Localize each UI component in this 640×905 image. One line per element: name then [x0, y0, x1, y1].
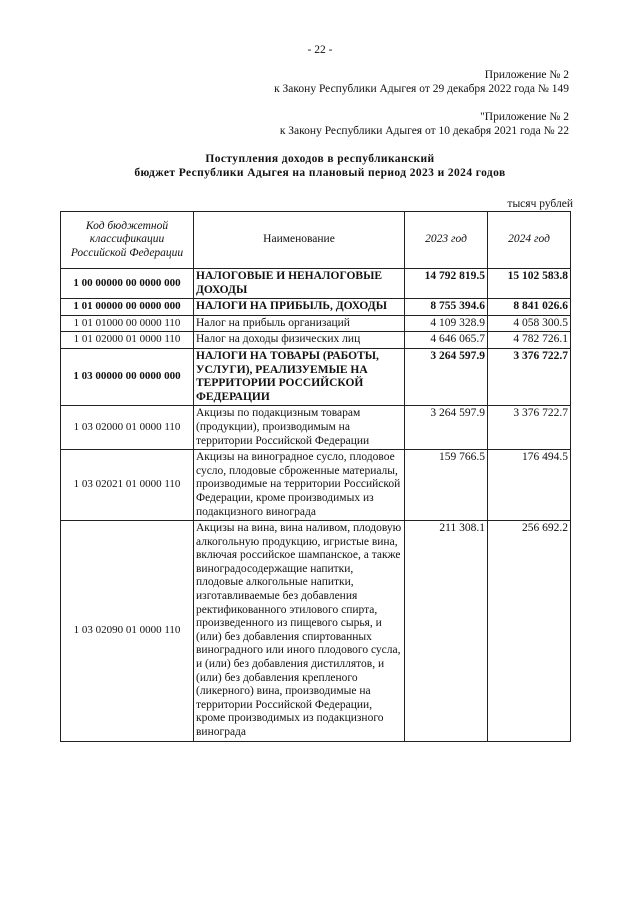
header-code: Код бюджетной классификации Российской Федерации [61, 212, 194, 269]
row-code: 1 03 02090 01 0000 110 [61, 521, 194, 742]
row-value-2024: 15 102 583.8 [488, 269, 571, 299]
title-line-1: Поступления доходов в республиканский [205, 153, 435, 165]
table-row [61, 332, 571, 349]
row-code: 1 01 02000 01 0000 110 [61, 332, 194, 349]
row-name: Акцизы на виноградное сусло, плодовое сусло, плодовые сброженные материалы, производимые на территории Российской Федерации, кроме производимых из подакцизного винограда [194, 450, 405, 521]
row-name: НАЛОГИ НА ПРИБЫЛЬ, ДОХОДЫ [194, 299, 405, 316]
appendix-label: "Приложение № 2 [480, 111, 569, 123]
row-value-2024: 4 058 300.5 [488, 315, 571, 332]
row-value-2023: 3 264 597.9 [405, 406, 488, 450]
appendix-law-reference: к Закону Республики Адыгея от 10 декабря 2021 года № 22 [279, 125, 569, 137]
table-row [61, 348, 571, 405]
row-value-2023: 3 264 597.9 [405, 348, 488, 405]
row-value-2024: 3 376 722.7 [488, 406, 571, 450]
table-row [61, 299, 571, 316]
row-name: Акцизы по подакцизным товарам (продукции), производимым на территории Российской Федерации [194, 406, 405, 450]
row-code: 1 03 02000 01 0000 110 [61, 406, 194, 450]
header-name: Наименование [194, 212, 405, 269]
table-row [61, 521, 571, 742]
row-code: 1 01 00000 00 0000 000 [61, 299, 194, 316]
row-name: НАЛОГИ НА ТОВАРЫ (РАБОТЫ, УСЛУГИ), РЕАЛИЗУЕМЫЕ НА ТЕРРИТОРИИ РОССИЙСКОЙ ФЕДЕРАЦИИ [194, 348, 405, 405]
row-value-2023: 4 109 328.9 [405, 315, 488, 332]
row-code: 1 00 00000 00 0000 000 [61, 269, 194, 299]
row-value-2024: 3 376 722.7 [488, 348, 571, 405]
row-code: 1 01 01000 00 0000 110 [61, 315, 194, 332]
row-value-2024: 8 841 026.6 [488, 299, 571, 316]
row-value-2023: 14 792 819.5 [405, 269, 488, 299]
row-value-2023: 4 646 065.7 [405, 332, 488, 349]
revenue-table [60, 211, 571, 742]
table-row [61, 450, 571, 521]
document-title [60, 152, 580, 180]
appendix-label: Приложение № 2 [484, 69, 569, 81]
row-name: Налог на прибыль организаций [194, 315, 405, 332]
units-label: тысяч рублей [507, 198, 573, 210]
header-2024: 2024 год [488, 212, 571, 269]
page-number: - 22 - [307, 44, 333, 56]
row-code: 1 03 00000 00 0000 000 [61, 348, 194, 405]
row-value-2023: 211 308.1 [405, 521, 488, 742]
row-value-2024: 4 782 726.1 [488, 332, 571, 349]
row-value-2023: 8 755 394.6 [405, 299, 488, 316]
row-name: Акцизы на вина, вина наливом, плодовую алкогольную продукцию, игристые вина, включая российское шампанское, а также виноградосодержащие напитки, плодовые алкогольные напитки, изготавливаемые без добавления ректификованного этилового спирта, произведенного из пищевого сырья, и (или) без добавления спиртованных виноградного или иного плодового сусла, и (или) без добавления дистиллятов, и (или) без добавления крепленого (ликерного) вина, производимые на территории Российской Федерации, кроме производимых из подакцизного винограда [194, 521, 405, 742]
header-2023: 2023 год [405, 212, 488, 269]
table-row [61, 406, 571, 450]
row-value-2024: 256 692.2 [488, 521, 571, 742]
table-row [61, 269, 571, 299]
row-code: 1 03 02021 01 0000 110 [61, 450, 194, 521]
appendix-law-reference: к Закону Республики Адыгея от 29 декабря 2022 года № 149 [274, 83, 569, 95]
title-line-2: бюджет Республики Адыгея на плановый период 2023 и 2024 годов [134, 167, 506, 179]
table-row [61, 315, 571, 332]
appendix-reference-current [274, 68, 569, 96]
row-value-2024: 176 494.5 [488, 450, 571, 521]
row-name: Налог на доходы физических лиц [194, 332, 405, 349]
row-name: НАЛОГОВЫЕ И НЕНАЛОГОВЫЕ ДОХОДЫ [194, 269, 405, 299]
table-header-row [61, 212, 571, 269]
appendix-reference-prior [280, 110, 569, 138]
row-value-2023: 159 766.5 [405, 450, 488, 521]
